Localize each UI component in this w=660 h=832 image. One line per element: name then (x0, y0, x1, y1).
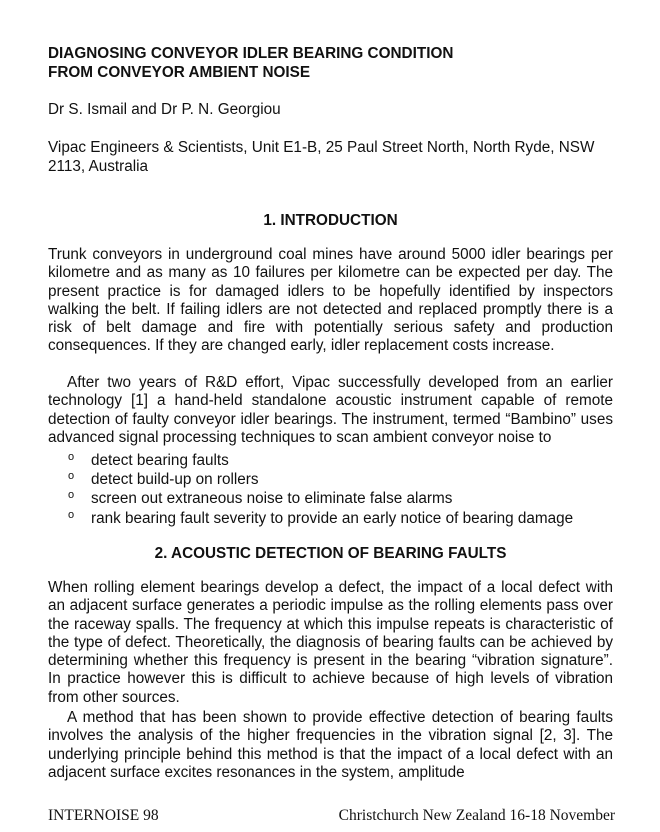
section-2-heading: 2. ACOUSTIC DETECTION OF BEARING FAULTS (154, 545, 507, 562)
feature-list (48, 451, 613, 528)
affiliation: Vipac Engineers & Scientists, Unit E1-B, 25 Paul Street North, North Ryde, NSW 2113, Australia (48, 139, 595, 175)
section-1-heading: 1. INTRODUCTION (263, 212, 398, 229)
list-item-text: detect bearing faults (91, 452, 229, 469)
title-line-1: DIAGNOSING CONVEYOR IDLER BEARING CONDITION (48, 45, 454, 62)
list-item (48, 451, 613, 470)
bullet-mark: o (68, 489, 75, 502)
section-1-paragraph-1: Trunk conveyors in underground coal mines have around 5000 idler bearings per kilometre and as many as 10 failures per kilometre can be expected per day. The present practice is for damaged idlers to be hopefully identified by inspectors walking the belt. If failing idlers are not detected and replaced promptly there is a risk of belt damage and fire with potentially serious safety and production consequences. If they are changed early, idler replacement costs increase. (48, 246, 613, 355)
list-item (48, 489, 613, 508)
section-1-paragraph-2: After two years of R&D effort, Vipac successfully developed from an earlier technology [1] a hand-held standalone acoustic instrument capable of remote detection of faulty conveyor idler bearings. The instrument, termed “Bambino” uses advanced signal processing techniques to scan ambient conveyor noise to (48, 374, 613, 446)
list-item-text: detect build-up on rollers (91, 471, 259, 489)
list-item (48, 509, 613, 528)
list-item (48, 470, 613, 489)
authors: Dr S. Ismail and Dr P. N. Georgiou (48, 101, 281, 118)
section-2-paragraph-1: When rolling element bearings develop a defect, the impact of a local defect with an adjacent surface generates a periodic impulse as the rolling elements pass over the raceway spalls. The frequency at which this impulse repeats is characteristic of the type of defect. Theoretically, the diagnosis of bearing faults can be achieved by determining whether this frequency is present in the bearing “vibration signature”. In practice however this is difficult to achieve because of high levels of vibration from other sources. (48, 579, 613, 706)
bullet-mark: o (68, 451, 75, 463)
title-line-2: FROM CONVEYOR AMBIENT NOISE (48, 64, 311, 81)
bullet-mark: o (68, 508, 75, 521)
footer-location-date: Christchurch New Zealand 16-18 November (338, 807, 615, 824)
paper-title (48, 44, 613, 82)
footer-conference: INTERNOISE 98 (48, 807, 159, 824)
list-item-text: screen out extraneous noise to eliminate false alarms (91, 490, 453, 508)
bullet-mark: o (68, 470, 75, 483)
section-2-paragraph-2: A method that has been shown to provide effective detection of bearing faults involves the analysis of the higher frequencies in the vibration signal [2, 3]. The underlying principle behind this method is that the impact of a local defect with an adjacent surface excites resonances in the system, amplitude (48, 709, 613, 781)
list-item-text: rank bearing fault severity to provide an early notice of bearing damage (91, 509, 574, 527)
